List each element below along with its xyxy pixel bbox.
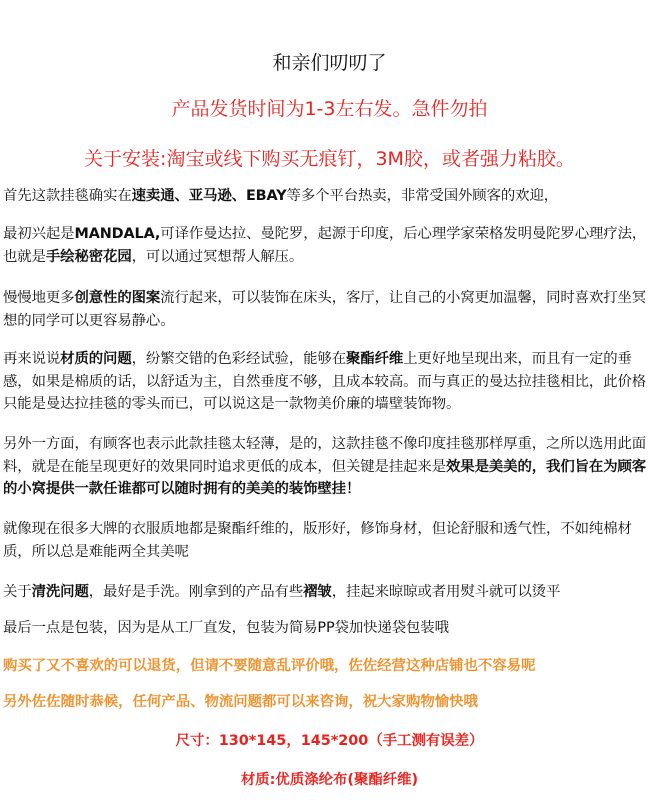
size-spec: 尺寸：130*145，145*200（手工测有误差）	[175, 733, 484, 749]
platform-paragraph: 首先这款挂毯确实在速卖通、亚马逊、EBAY等多个平台热卖，非常受国外顾客的欢迎，	[3, 188, 559, 204]
comparison-paragraph: 就像现在很多大牌的衣服质地都是聚酯纤维的，版形好，修饰身材，但论舒服和透气性，不如纯棉材质，所以总是难能两全其美呢	[3, 521, 632, 560]
customer-service-notice: 另外佐佐随时恭候，任何产品、物流问题都可以来咨询，祝大家购物愉快哦	[3, 694, 478, 710]
shipping-notice: 产品发货时间为1-3左右发。急件勿拍	[171, 98, 488, 120]
greeting-title: 和亲们叨叨了	[272, 52, 387, 74]
installation-notice: 关于安装:淘宝或线下购买无痕钉，3M胶，或者强力粘胶。	[84, 148, 575, 170]
origin-paragraph: 最初兴起是MANDALA,可译作曼达拉、曼陀罗，起源于印度，后心理学家荣格发明曼陀罗心理疗法，也就是手绘秘密花园，可以通过冥想帮人解压。	[3, 226, 647, 265]
return-policy-notice: 购买了又不喜欢的可以退货，但请不要随意乱评价哦，佐佐经营这种店铺也不容易呢	[3, 658, 536, 674]
packaging-paragraph: 最后一点是包装，因为是从工厂直发，包装为简易PP袋加快递袋包装哦	[3, 620, 449, 636]
thickness-paragraph: 另外一方面，有顾客也表示此款挂毯太轻薄，是的，这款挂毯不像印度挂毯那样厚重，之所以选用此面料，就是在能呈现更好的效果同时追求更低的成本，但关键是挂起来是效果是美美的，我们旨在为顾客的小窝提供一款任谁都可以随时拥有的美美的装饰壁挂！	[3, 436, 647, 497]
washing-paragraph: 关于清洗问题，最好是手洗。刚拿到的产品有些褶皱，挂起来晾晾或者用熨斗就可以烫平	[3, 584, 561, 600]
design-paragraph: 慢慢地更多创意性的图案流行起来，可以装饰在床头，客厅，让自己的小窝更加温馨，同时喜欢打坐冥想的同学可以更容易静心。	[3, 290, 647, 329]
material-spec: 材质:优质涤纶布(聚酯纤维)	[240, 772, 419, 788]
material-paragraph: 再来说说材质的问题，纷繁交错的色彩经试验，能够在聚酯纤维上更好地呈现出来，而且有一定的垂感，如果是棉质的话，以舒适为主，自然垂度不够，且成本较高。而与真正的曼达拉挂毯相比，此价格只能是曼达拉挂毯的零头而已，可以说这是一款物美价廉的墙壁装饰物。	[3, 351, 647, 412]
